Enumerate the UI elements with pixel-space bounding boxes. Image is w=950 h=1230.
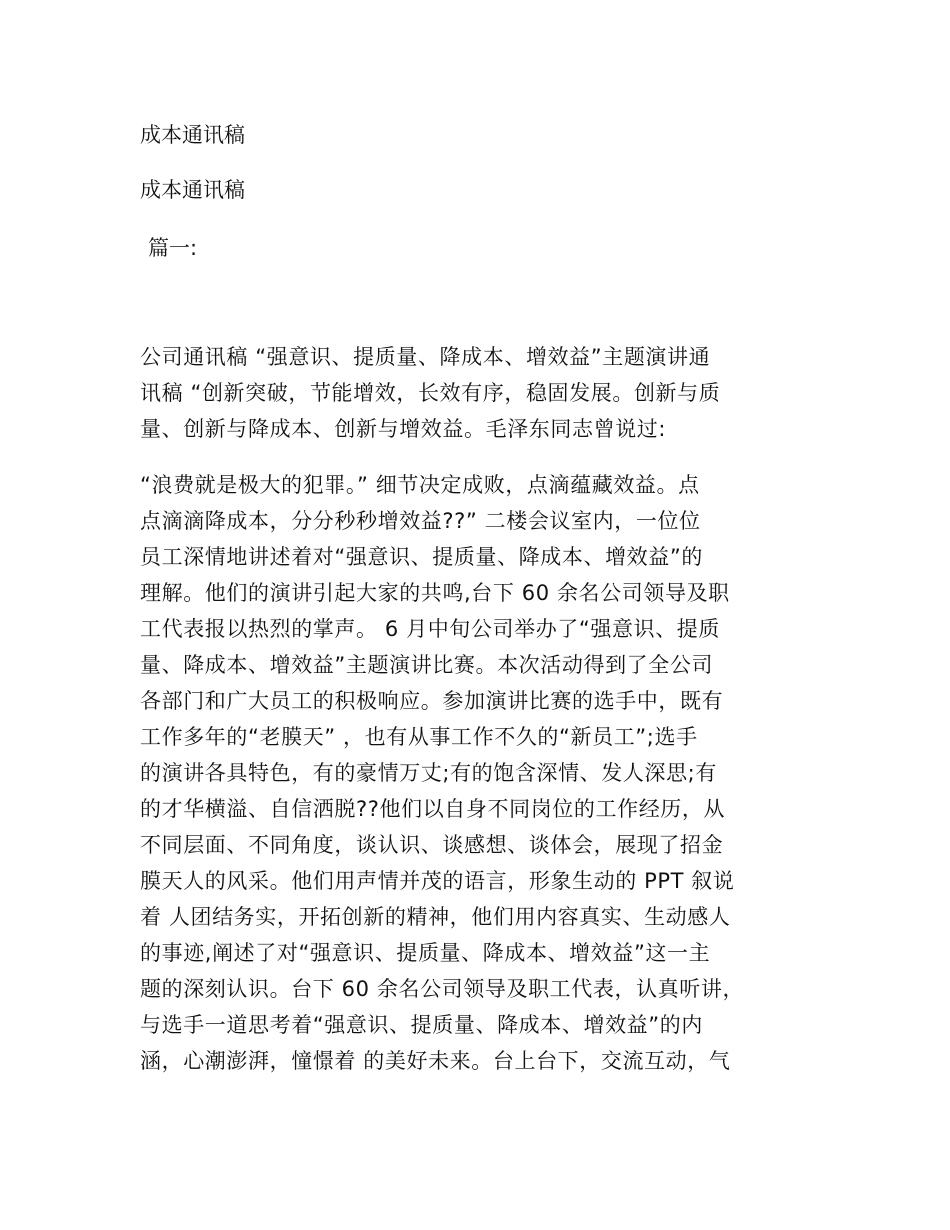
text-line: 的事迹,阐述了对“强意识、提质量、降成本、增效益”这一主 bbox=[140, 941, 711, 965]
text-line: 题的深刻认识。台下 60 余名公司领导及职工代表，认真听讲， bbox=[140, 977, 745, 1001]
text-line: “浪费就是极大的犯罪。” 细节决定成败，点滴蕴藏效益。点 bbox=[140, 473, 700, 497]
text-line: 各部门和广大员工的积极响应。参加演讲比赛的选手中，既有 bbox=[140, 689, 724, 713]
text-line: 的演讲各具特色，有的豪情万丈;有的饱含深情、发人深思;有 bbox=[140, 761, 717, 785]
text-line: 公司通讯稿 “强意识、提质量、降成本、增效益”主题演讲通 bbox=[140, 345, 711, 369]
text-line: 理解。他们的演讲引起大家的共鸣,台下 60 余名公司领导及职 bbox=[140, 581, 730, 605]
paragraph-2 bbox=[140, 467, 820, 1079]
text-line: 量、降成本、增效益”主题演讲比赛。本次活动得到了全公司 bbox=[140, 653, 714, 677]
text-line: 点滴滴降成本，分分秒秒增效益??” 二楼会议室内，一位位 bbox=[140, 509, 701, 533]
text-line: 工代表报以热烈的掌声。 6 月中旬公司举办了“强意识、提质 bbox=[140, 617, 720, 641]
text-line: 膜天人的风采。他们用声情并茂的语言，形象生动的 PPT 叙说 bbox=[140, 869, 735, 893]
document-title: 成本通讯稿 bbox=[140, 123, 245, 147]
section-heading: 篇一: bbox=[148, 236, 198, 260]
text-line: 的才华横溢、自信洒脱??他们以自身不同岗位的工作经历，从 bbox=[140, 797, 726, 821]
text-line: 不同层面、不同角度，谈认识、谈感想、谈体会，展现了招金 bbox=[140, 833, 724, 857]
text-line: 着 人团结务实，开拓创新的精神，他们用内容真实、生动感人 bbox=[140, 905, 731, 929]
text-line: 涵，心潮澎湃，憧憬着 的美好未来。台上台下，交流互动，气 bbox=[140, 1049, 731, 1073]
document-subtitle: 成本通讯稿 bbox=[140, 178, 245, 202]
text-line: 讯稿 “创新突破，节能增效，长效有序，稳固发展。创新与质 bbox=[140, 381, 721, 405]
paragraph-1 bbox=[140, 339, 820, 447]
text-line: 与选手一道思考着“强意识、提质量、降成本、增效益”的内 bbox=[140, 1013, 703, 1037]
text-line: 量、创新与降成本、创新与增效益。毛泽东同志曾说过: bbox=[140, 417, 667, 441]
text-line: 工作多年的“老膜天” ，也有从事工作不久的“新员工”;选手 bbox=[140, 725, 698, 749]
text-line: 员工深情地讲述着对“强意识、提质量、降成本、增效益”的 bbox=[140, 545, 703, 569]
